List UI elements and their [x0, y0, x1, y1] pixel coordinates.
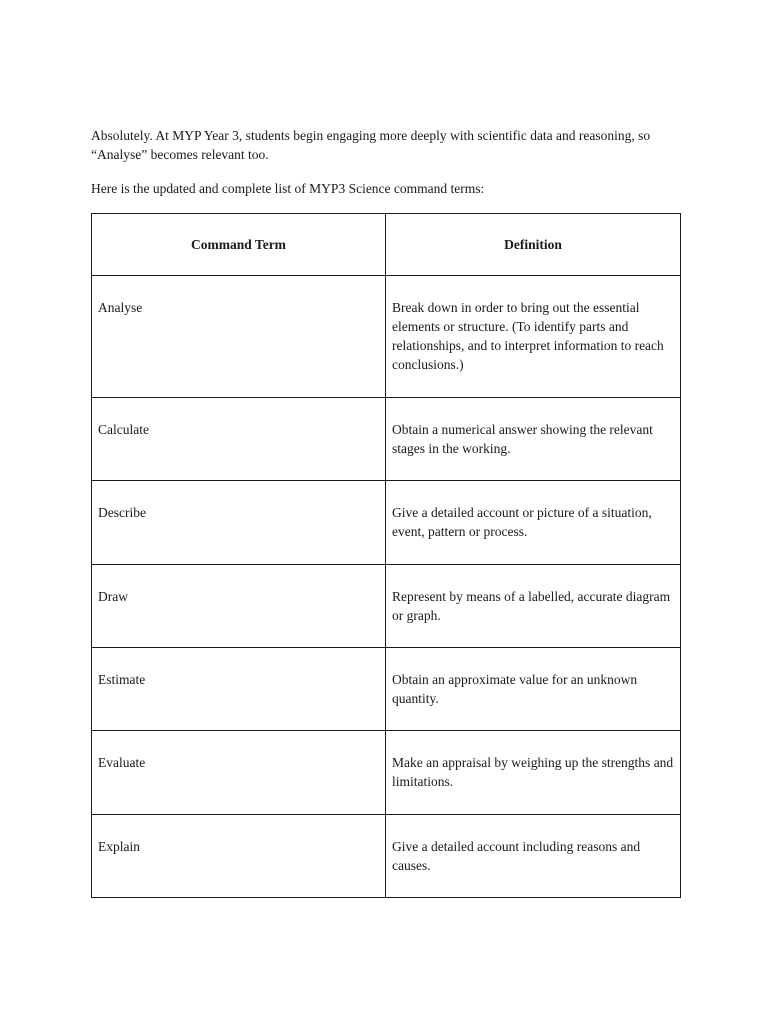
term-text: Describe: [98, 505, 146, 520]
definition-cell: [386, 398, 681, 481]
definition-text: Represent by means of a labelled, accurate diagram or graph.: [392, 589, 671, 623]
term-cell: [92, 565, 386, 648]
term-cell: [92, 815, 386, 898]
definition-cell: [386, 481, 681, 565]
definition-text: Obtain an approximate value for an unknown quantity.: [392, 672, 638, 706]
table-row: [92, 276, 681, 398]
intro-line-1: Absolutely. At MYP Year 3, students begin engaging more deeply with scientific data and reasoning, so: [91, 128, 651, 143]
definition-text: Give a detailed account or picture of a situation, event, pattern or process.: [392, 505, 652, 539]
term-cell: [92, 648, 386, 731]
term-cell: [92, 276, 386, 398]
term-text: Evaluate: [98, 755, 146, 770]
term-text: Estimate: [98, 672, 146, 687]
definition-text: Break down in order to bring out the essential elements or structure. (To identify parts and relationships, and to interpret information to reach conclusions.): [392, 300, 664, 372]
table-row: [92, 815, 681, 898]
table-row: [92, 565, 681, 648]
table-row: [92, 731, 681, 815]
definition-text: Give a detailed account including reasons and causes.: [392, 839, 641, 873]
term-cell: [92, 731, 386, 815]
definition-text: Make an appraisal by weighing up the strengths and limitations.: [392, 755, 674, 789]
definition-cell: [386, 276, 681, 398]
definition-cell: [386, 648, 681, 731]
document-page: [91, 126, 681, 898]
table-row: [92, 398, 681, 481]
header-command-term: Command Term: [92, 214, 386, 276]
term-cell: [92, 398, 386, 481]
term-text: Analyse: [98, 300, 143, 315]
command-terms-table: [91, 213, 681, 898]
intro-line-2: “Analyse” becomes relevant too.: [91, 147, 269, 162]
term-text: Draw: [98, 589, 128, 604]
definition-cell: [386, 815, 681, 898]
definition-cell: [386, 731, 681, 815]
intro-paragraph: [91, 126, 681, 164]
table-header-row: [92, 214, 681, 276]
table-row: [92, 481, 681, 565]
term-text: Explain: [98, 839, 140, 854]
definition-text: Obtain a numerical answer showing the relevant stages in the working.: [392, 422, 653, 456]
definition-cell: [386, 565, 681, 648]
lead-paragraph: Here is the updated and complete list of MYP3 Science command terms:: [91, 181, 485, 196]
table-row: [92, 648, 681, 731]
term-cell: [92, 481, 386, 565]
term-text: Calculate: [98, 422, 149, 437]
header-definition: Definition: [386, 214, 681, 276]
